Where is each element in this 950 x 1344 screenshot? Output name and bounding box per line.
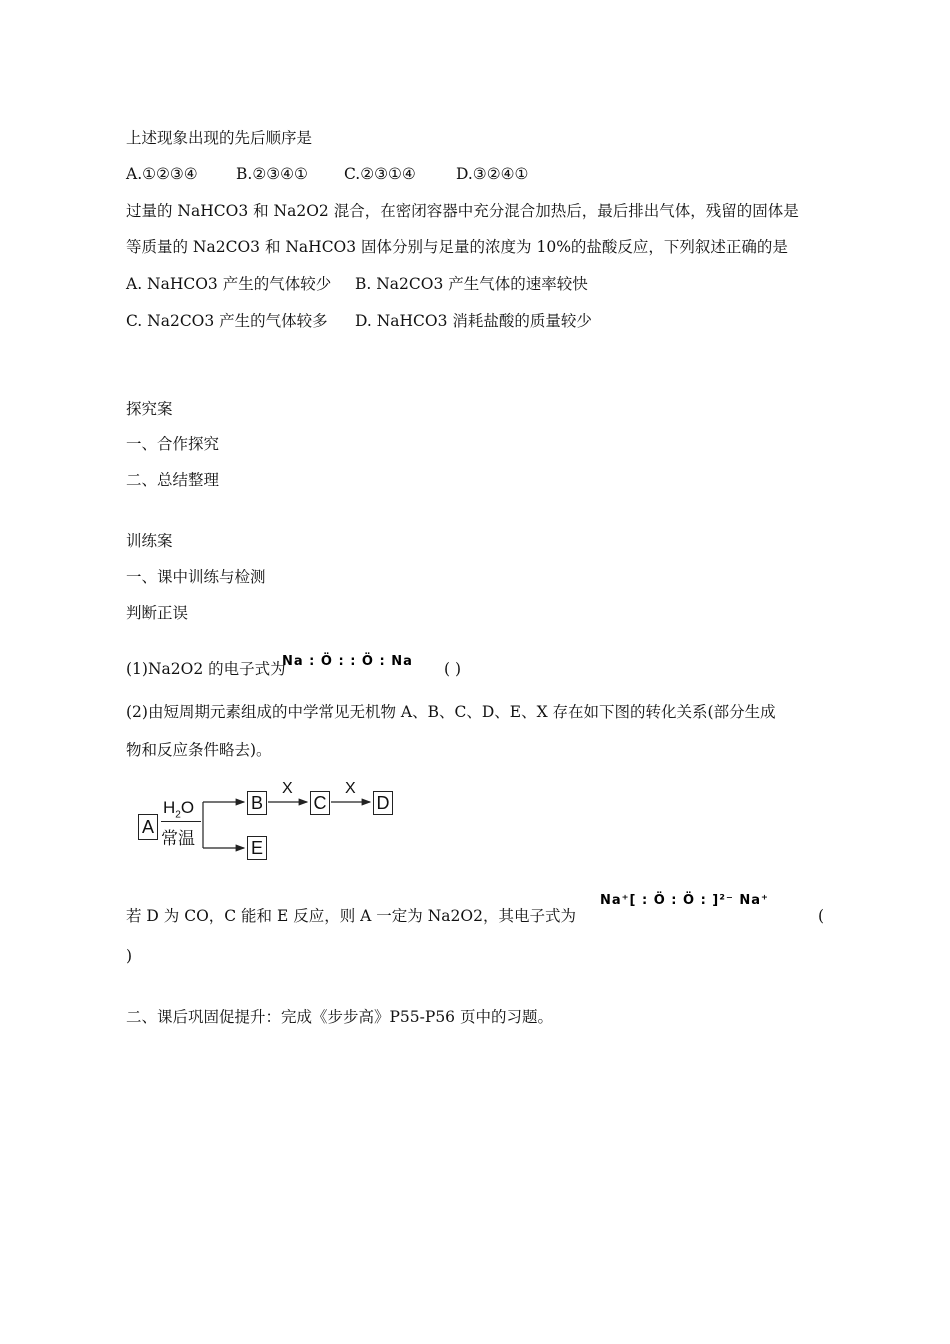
equal-mass-question: 等质量的 Na2CO3 和 NaHCO3 固体分别与足量的浓度为 10%的盐酸反应，下列叙述正确的是: [126, 238, 788, 256]
q2-conclusion: 若 D 为 CO，C 能和 E 反应，则 A 一定为 Na2O2，其电子式为: [126, 907, 576, 925]
option-d: D.③②④①: [456, 165, 529, 183]
na2o2-wrong-electron-formula: Na : Ö : : Ö : Na: [282, 654, 413, 669]
explore-title: 探究案: [126, 400, 173, 418]
transformation-diagram: [130, 780, 410, 870]
na2o2-electron-formula: Na⁺[ : Ö : Ö : ]²⁻ Na⁺: [600, 893, 769, 908]
training-item-in-class: 一、课中训练与检测: [126, 568, 266, 586]
explore-item-summary: 二、总结整理: [126, 471, 220, 489]
diagram-box-a: A: [138, 814, 158, 840]
diagram-box-d: D: [373, 791, 393, 815]
option-b: B.②③④①: [236, 165, 308, 183]
judge-heading: 判断正误: [126, 604, 189, 622]
nahco3-question: 过量的 NaHCO3 和 Na2O2 混合，在密闭容器中充分混合加热后，最后排出气体，残留的固体是: [126, 202, 799, 220]
option-c: C.②③①④: [344, 165, 416, 183]
order-options: [126, 164, 528, 184]
order-question-prompt: 上述现象出现的先后顺序是: [126, 129, 313, 147]
equal-mass-option-d: D. NaHCO3 消耗盐酸的质量较少: [355, 312, 592, 330]
option-a: A.①②③④: [126, 165, 198, 183]
q2-text-line2: 物和反应条件略去)。: [126, 741, 272, 759]
diagram-h2o-label: $H_2O$: [163, 798, 195, 821]
training-title: 训练案: [126, 532, 173, 550]
q1-prefix: (1)Na2O2 的电子式为: [126, 660, 286, 678]
equal-mass-options-row1: [126, 274, 588, 294]
equal-mass-option-b: B. Na2CO3 产生气体的速率较快: [355, 275, 588, 293]
explore-item-cooperate: 一、合作探究: [126, 435, 220, 453]
equal-mass-option-c: C. Na2CO3 产生的气体较多: [126, 312, 328, 330]
q2-text-line1: (2)由短周期元素组成的中学常见无机物 A、B、C、D、E、X 存在如下图的转化关系(部分生成: [126, 703, 776, 721]
diagram-box-c: C: [310, 791, 330, 815]
q1-answer-paren: ( ): [444, 660, 462, 678]
diagram-x-label-1: X: [282, 780, 293, 797]
diagram-box-b: B: [247, 791, 267, 815]
equal-mass-option-a: A. NaHCO3 产生的气体较少: [126, 275, 332, 293]
equal-mass-options-row2: [126, 311, 592, 331]
diagram-condition-label: 常温: [161, 829, 195, 848]
q2-answer-paren-open: (: [818, 907, 825, 925]
q2-answer-paren-close: ): [126, 947, 133, 965]
diagram-box-e: E: [247, 836, 267, 860]
training-item-after-class: 二、课后巩固促提升：完成《步步高》P55-P56 页中的习题。: [126, 1008, 553, 1026]
diagram-x-label-2: X: [345, 780, 356, 797]
diagram-arrows: [130, 780, 410, 870]
